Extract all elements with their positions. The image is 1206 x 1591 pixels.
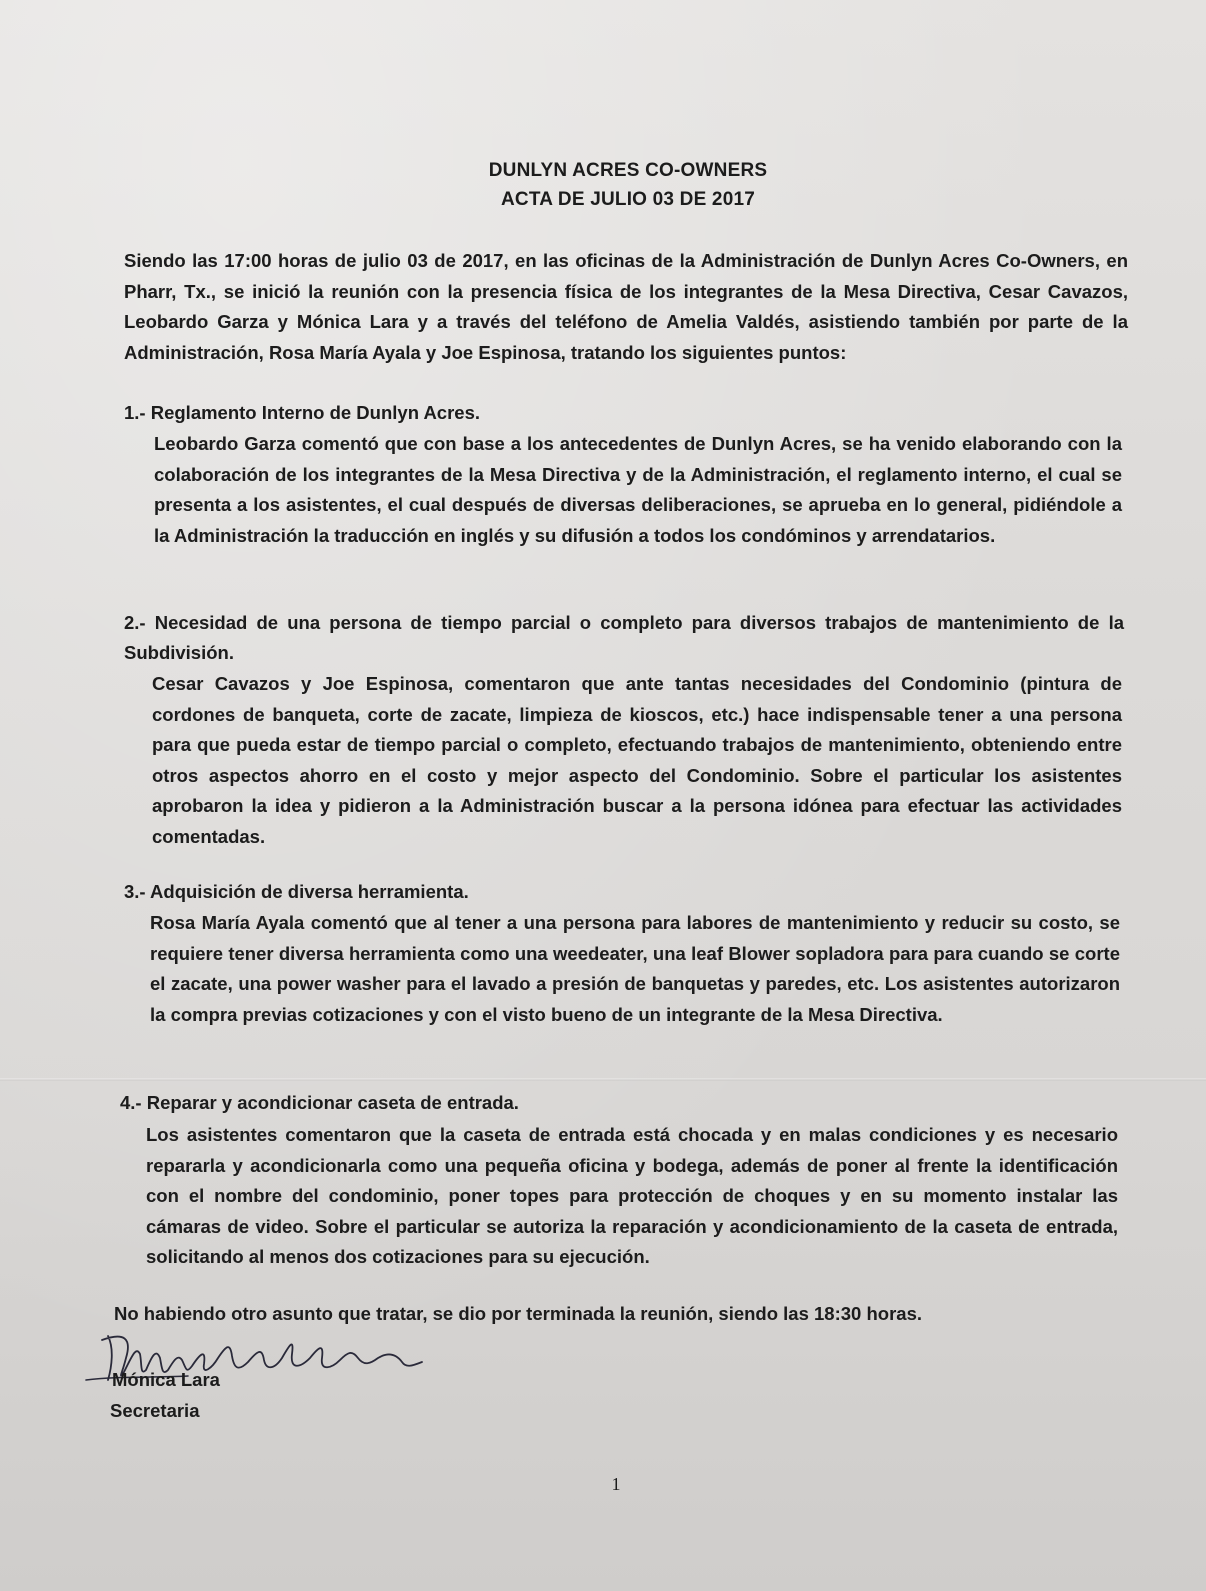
item-3-body: Rosa María Ayala comentó que al tener a una persona para labores de mantenimiento y reducir su costo, se requiere tener diversa herramienta como una weedeater, una leaf Blower sopladora para para cuando se corte el zacate, una power washer para el lavado a presión de banquetas y paredes, etc. Los asistentes autorizaron la compra previas cotizaciones y con el visto bueno de un integrante de la Mesa Directiva. <box>150 912 1120 1025</box>
paper-fold <box>0 1078 1206 1081</box>
closing-statement: No habiendo otro asunto que tratar, se dio por terminada la reunión, siendo las 18:30 horas. <box>114 1303 922 1324</box>
item-1-heading: 1.- Reglamento Interno de Dunlyn Acres. <box>124 402 481 423</box>
document-subtitle: ACTA DE JULIO 03 DE 2017 <box>501 189 755 210</box>
item-1-body: Leobardo Garza comentó que con base a los antecedentes de Dunlyn Acres, se ha venido elaborando con la colaboración de los integrantes de la Mesa Directiva y de la Administración, el reglamento interno, el cual se presenta a los asistentes, el cual después de diversas deliberaciones, se aprueba en lo general, pidiéndole a la Administración la traducción en inglés y su difusión a todos los condóminos y arrendatarios. <box>154 433 1122 546</box>
item-2-heading: 2.- Necesidad de una persona de tiempo parcial o completo para diversos trabajos de mantenimiento de la Subdivisión. <box>124 612 1124 663</box>
signatory-name: Mónica Lara <box>112 1369 220 1390</box>
item-4-body: Los asistentes comentaron que la caseta de entrada está chocada y en malas condiciones y es necesario repararla y acondicionarla como una pequeña oficina y bodega, además de poner al frente la identificación con el nombre del condominio, poner topes para protección de choques y en su momento instalar las cámaras de video. Sobre el particular se autoriza la reparación y acondicionamiento de la caseta de entrada, solicitando al menos dos cotizaciones para su ejecución. <box>146 1124 1118 1267</box>
page-number: 1 <box>611 1474 621 1494</box>
item-2-body: Cesar Cavazos y Joe Espinosa, comentaron que ante tantas necesidades del Condominio (pintura de cordones de banqueta, corte de zacate, limpieza de kioscos, etc.) hace indispensable tener a una persona para que pueda estar de tiempo parcial o completo, efectuando trabajos de mantenimiento, obteniendo entre otros aspectos ahorro en el costo y mejor aspecto del Condominio. Sobre el particular los asistentes aprobaron la idea y pidieron a la Administración buscar a la persona idónea para efectuar las actividades comentadas. <box>152 673 1122 847</box>
item-3-heading: 3.- Adquisición de diversa herramienta. <box>124 881 469 902</box>
intro-paragraph: Siendo las 17:00 horas de julio 03 de 2017, en las oficinas de la Administración de Dunlyn Acres Co-Owners, en Pharr, Tx., se inició la reunión con la presencia física de los integrantes de la Mesa Directiva, Cesar Cavazos, Leobardo Garza y Mónica Lara y a través del teléfono de Amelia Valdés, asistiendo también por parte de la Administración, Rosa María Ayala y Joe Espinosa, tratando los siguientes puntos: <box>124 250 1128 363</box>
document-title: DUNLYN ACRES CO-OWNERS <box>488 160 768 181</box>
item-4-heading: 4.- Reparar y acondicionar caseta de entrada. <box>120 1092 519 1113</box>
signatory-role: Secretaria <box>110 1400 200 1421</box>
